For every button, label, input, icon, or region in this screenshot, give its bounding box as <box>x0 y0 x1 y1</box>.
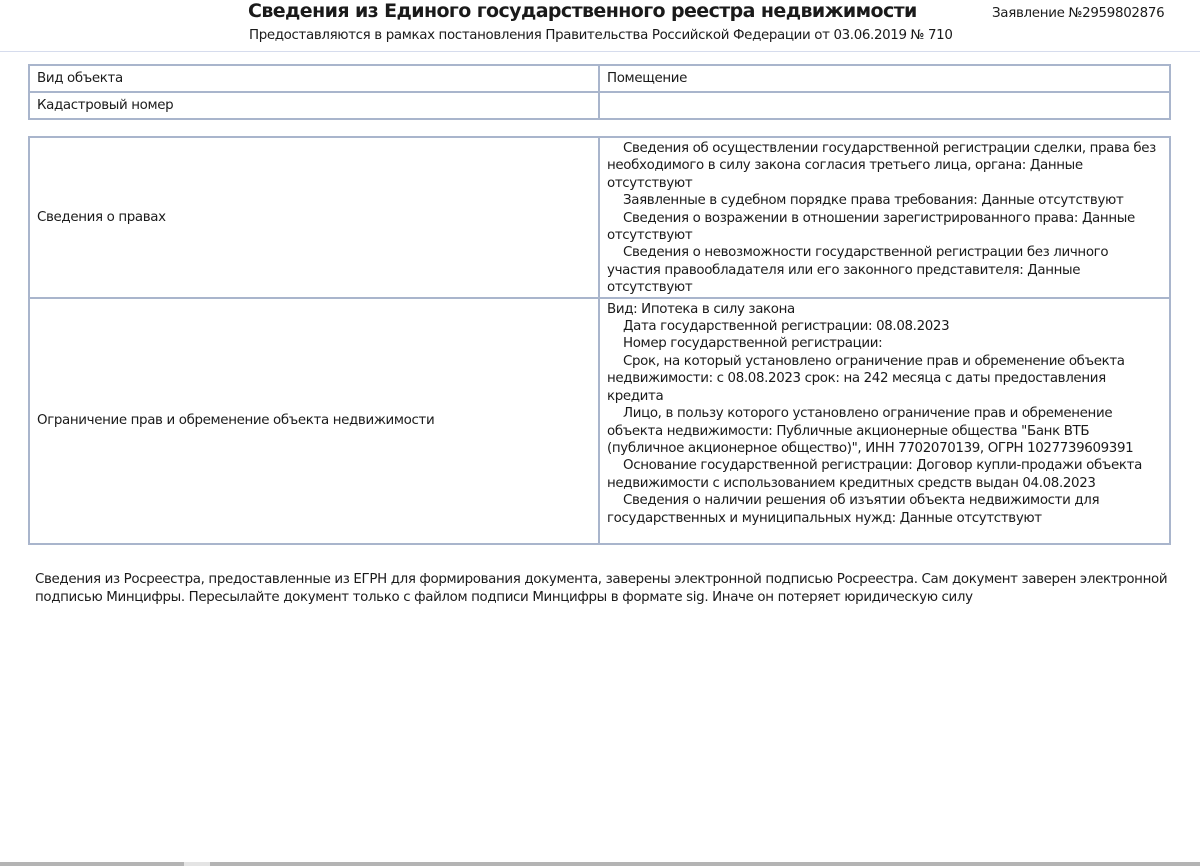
encumbrance-paragraph: Номер государственной регистрации: <box>623 336 883 352</box>
encumbrance-details <box>599 298 1170 544</box>
object-type-label: Вид объекта <box>29 65 599 92</box>
request-number: Заявление №2959802876 <box>992 6 1165 21</box>
document-subtitle: Предоставляются в рамках постановления Правительства Российской Федерации от 03.06.2019 № 710 <box>249 28 953 43</box>
signature-notice: Сведения из Росреестра, предоставленные из ЕГРН для формирования документа, заверены электронной подписью Росреестра. Сам документ заверен электронной подписью Минцифры. Пересылайте документ только с файлом подписи Минцифры в формате sig. Иначе он потеряет юридическую силу <box>35 572 1168 605</box>
rights-paragraph: Сведения о невозможности государственной регистрации без личного участия правообладателя или его законного представителя: Данные отсутствуют <box>607 245 1109 296</box>
table-row <box>29 92 1170 119</box>
encumbrance-type: Вид: Ипотека в силу закона <box>607 301 795 317</box>
page-bottom-edge <box>0 862 1200 866</box>
rights-paragraph: Заявленные в судебном порядке права требования: Данные отсутствуют <box>623 193 1124 209</box>
document-title: Сведения из Единого государственного реестра недвижимости <box>248 0 917 22</box>
encumbrance-label: Ограничение прав и обременение объекта недвижимости <box>29 298 599 544</box>
encumbrance-paragraph: Лицо, в пользу которого установлено ограничение прав и обременение объекта недвижимости: Публичные акционерные общества "Банк ВТБ (публичное акционерное общество)", ИНН 7702070139, ОГРН 1027739609391 <box>607 406 1134 456</box>
object-type-value: Помещение <box>599 65 1170 92</box>
rights-details <box>599 137 1170 298</box>
table-row <box>29 137 1170 298</box>
encumbrance-paragraph: Основание государственной регистрации: Договор купли-продажи объекта недвижимости с использованием кредитных средств выдан 04.08.2023 <box>607 458 1142 491</box>
cadastral-number-label: Кадастровый номер <box>29 92 599 119</box>
rights-table <box>28 136 1171 545</box>
document-header <box>0 0 1200 52</box>
cadastral-number-value <box>599 92 1170 119</box>
encumbrance-paragraph: Дата государственной регистрации: 08.08.2023 <box>623 319 950 335</box>
header-divider <box>0 51 1200 52</box>
rights-label: Сведения о правах <box>29 137 599 298</box>
page-bottom-gap <box>184 862 210 866</box>
rights-paragraph: Сведения о возражении в отношении зарегистрированного права: Данные отсутствуют <box>607 210 1135 244</box>
object-table <box>28 64 1171 120</box>
rights-paragraph: Сведения об осуществлении государственной регистрации сделки, права без необходимого в силу закона согласия третьего лица, органа: Данные отсутствуют <box>607 141 1156 191</box>
encumbrance-paragraph: Сведения о наличии решения об изъятии объекта недвижимости для государственных и муниципальных нужд: Данные отсутствуют <box>607 493 1100 526</box>
encumbrance-paragraph: Срок, на который установлено ограничение прав и обременение объекта недвижимости: с 08.08.2023 срок: на 242 месяца с даты предоставления кредита <box>607 353 1125 404</box>
table-row <box>29 298 1170 544</box>
table-row <box>29 65 1170 92</box>
